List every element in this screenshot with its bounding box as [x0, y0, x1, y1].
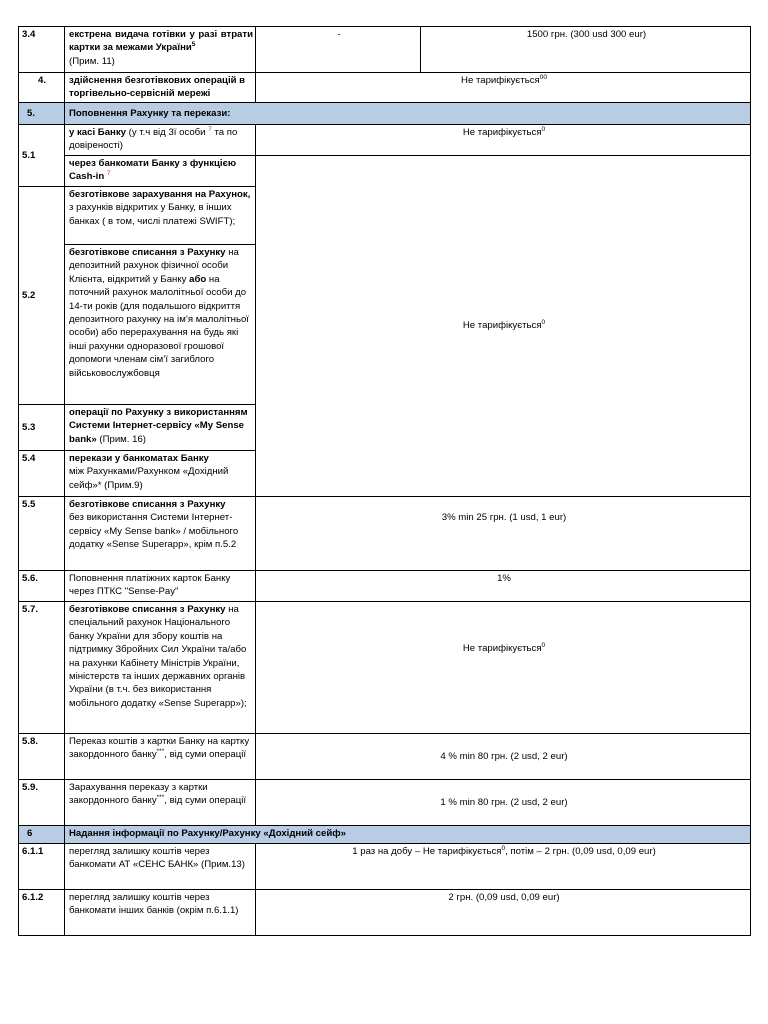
row-description: безготівкове списання з Рахунку без використання Системи Інтернет-сервісу «My Sense bank» / мобільного додатку «Sense Superapp», крім п.5.2: [65, 497, 256, 571]
row-value-col3: -: [256, 27, 421, 73]
row-value: 1 раз на добу – Не тарифікується$^0$, потім – 2 грн. (0,09 usd, 0,09 eur): [256, 844, 751, 890]
row-number: 5.9.: [19, 780, 65, 826]
row-description: екстрена видача готівки у разі втрати картки за межами України$^5$ (Прим. 11): [65, 27, 256, 73]
row-number: 4.: [19, 73, 65, 103]
row-value-col4: 1500 грн. (300 usd 300 eur): [421, 27, 751, 73]
section-title: Поповнення Рахунку та перекази:: [65, 103, 751, 125]
section-header-row: [19, 103, 751, 125]
row-description: перекази у банкоматах Банку між Рахунками/Рахунком «Дохідний сейф»* (Прим.9): [65, 451, 256, 497]
table-row: [19, 73, 751, 103]
row-value: 1%: [256, 571, 751, 602]
row-number: 3.4: [19, 27, 65, 73]
row-value: Не тарифікується$^0$: [256, 602, 751, 734]
row-number: 5.6.: [19, 571, 65, 602]
row-number: 5.2: [19, 187, 65, 405]
row-number: 5.1: [19, 125, 65, 187]
section-number: 5.: [19, 103, 65, 125]
tariff-table: [18, 26, 751, 936]
table-row: [19, 734, 751, 780]
row-description: перегляд залишку коштів через банкомати АТ «СЕНС БАНК» (Прим.13): [65, 844, 256, 890]
row-description: безготівкове зарахування на Рахунок, з рахунків відкритих у Банку, в інших банках ( в том, числі платежі SWIFT);: [65, 187, 256, 245]
table-row: [19, 844, 751, 890]
table-row: [19, 780, 751, 826]
row-value: 1 % min 80 грн. (2 usd, 2 eur): [256, 780, 751, 826]
row-number: 5.3: [19, 405, 65, 451]
table-row: [19, 27, 751, 73]
row-value: 3% min 25 грн. (1 usd, 1 eur): [256, 497, 751, 571]
table-row: [19, 602, 751, 734]
row-value: Не тарифікується$^{00}$: [256, 73, 751, 103]
section-number: 6: [19, 826, 65, 844]
row-number: 5.4: [19, 451, 65, 497]
row-description: Зарахування переказу з картки закордонного банку***, від суми операції: [65, 780, 256, 826]
row-description: через банкомати Банку з функцією Cash-in $^7$: [65, 156, 256, 187]
row-value: 2 грн. (0,09 usd, 0,09 eur): [256, 890, 751, 936]
table-row: [19, 571, 751, 602]
row-description: здійснення безготівкових операцій в торгівельно-сервісній мережі: [65, 73, 256, 103]
section-title: Надання інформації по Рахунку/Рахунку «Дохідний сейф»: [65, 826, 751, 844]
table-row: [19, 156, 751, 187]
row-description: безготівкове списання з Рахунку на депозитний рахунок фізичної особи Клієнта, відкритий у Банку або на поточний рахунок малолітньої особи до 14-ти років (для подальшого відкриття депозитного рахунку на ім’я малолітньої особи) або перерахування на будь які інші рахунки одноразової грошової допомоги членам сім’ї загиблого військовослужбовця: [65, 245, 256, 405]
table-row: [19, 890, 751, 936]
row-description: безготівкове списання з Рахунку на спеціальний рахунок Національного банку України для збору коштів на підтримку Збройних Сил України та/або на рахунки Кабінету Міністрів України, міністерств та інших державних органів України (в т.ч. без використання мобільного додатку «Sense Superapp»);: [65, 602, 256, 734]
row-description: перегляд залишку коштів через банкомати інших банків (окрім п.6.1.1): [65, 890, 256, 936]
row-description: Переказ коштів з картки Банку на картку закордонного банку***, від суми операції: [65, 734, 256, 780]
table-row: [19, 125, 751, 156]
row-number: 6.1.2: [19, 890, 65, 936]
row-number: 5.5: [19, 497, 65, 571]
tariff-table-page: [18, 26, 750, 936]
row-description: у касі Банку (у т.ч від 3ї особи $^7$ та по довіреності): [65, 125, 256, 156]
row-number: 6.1.1: [19, 844, 65, 890]
row-value: 4 % min 80 грн. (2 usd, 2 eur): [256, 734, 751, 780]
section-header-row: [19, 826, 751, 844]
row-number: 5.7.: [19, 602, 65, 734]
row-description: операції по Рахунку з використанням Системи Інтернет-сервісу «My Sense bank» (Прим. 16): [65, 405, 256, 451]
row-value: Не тарифікується$^0$: [256, 156, 751, 497]
row-value: Не тарифікується$^0$: [256, 125, 751, 156]
table-row: [19, 497, 751, 571]
row-number: 5.8.: [19, 734, 65, 780]
row-description: Поповнення платіжних карток Банку через ПТКС "Sense-Pay": [65, 571, 256, 602]
